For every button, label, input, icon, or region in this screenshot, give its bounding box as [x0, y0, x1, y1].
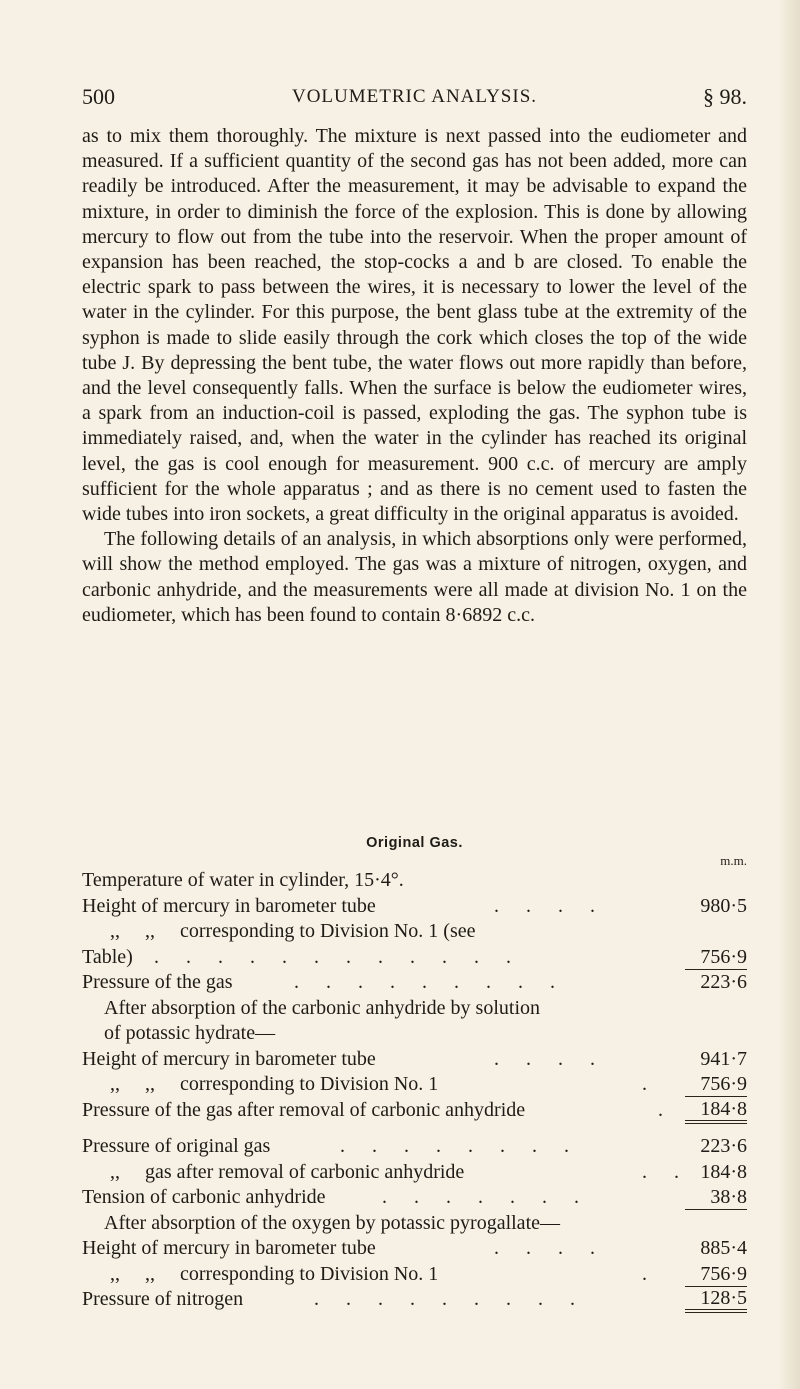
row-value: 184·8 — [685, 1098, 747, 1124]
units-label: m.m. — [720, 853, 747, 868]
leader-dots: . — [658, 1098, 674, 1121]
leader-dots: . . . . — [494, 1047, 606, 1070]
table-row — [82, 1211, 747, 1237]
row-value: 184·8 — [700, 1160, 747, 1183]
body-text — [82, 124, 747, 628]
row-label: Pressure of original gas — [82, 1135, 271, 1157]
table-heading: Original Gas. — [366, 835, 463, 851]
table-row — [82, 1262, 747, 1288]
leader-dots: . . — [642, 1160, 690, 1183]
row-value: 941·7 — [700, 1047, 747, 1070]
measurement-table — [82, 868, 747, 1313]
row-label: Pressure of nitrogen — [82, 1288, 244, 1310]
row-label: Height of mercury in barometer tube — [82, 1047, 376, 1070]
table-row — [82, 1185, 747, 1211]
row-label: After absorption of the oxygen by potassic pyrogallate— — [104, 1211, 560, 1234]
running-title: VOLUMETRIC ANALYSIS. — [291, 86, 538, 107]
table-row — [82, 1287, 747, 1313]
paragraph-1: as to mix them thoroughly. The mixture is next passed into the eudiometer and measured. If a sufficient quantity of the second gas has not been added, more can readily be introduced. After the measurement, it may be advisable to expand the mixture, in order to diminish the force of the explosion. This is done by allowing mercury to flow out from the tube into the reservoir. When the proper amount of expansion has been reached, the stop-cocks a and b are closed. To enable the electric spark to pass between the wires, it is necessary to lower the level of the water in the cylinder. For this purpose, the bent glass tube at the extremity of the syphon is made to slide easily through the cork which closes the top of the wide tube J. By depressing the bent tube, the water flows out more rapidly than before, and the level consequently falls. When the surface is below the eudiometer wires, a spark from an induction-coil is passed, exploding the gas. The syphon tube is immediately raised, and, when the water in the cylinder has reached its original level, the gas is cool enough for measurement. 900 c.c. of mercury are amply sufficient for the whole apparatus ; and as there is no cement used to fasten the wide tubes into iron sockets, a great difficulty in the original apparatus is avoided. — [82, 125, 747, 526]
row-label: ,, ,, corresponding to Division No. 1 (see — [110, 920, 476, 942]
leader-dots: . — [642, 1073, 658, 1095]
row-label: ,, ,, corresponding to Division No. 1 — [110, 1262, 439, 1285]
row-label: Pressure of the gas after removal of carbonic anhydride — [82, 1098, 526, 1121]
leader-dots: . . . . . . . — [382, 1186, 590, 1208]
table-row — [82, 1047, 747, 1073]
table-row — [82, 1236, 747, 1262]
temperature-line: Temperature of water in cylinder, 15·4°. — [82, 869, 404, 891]
page-number: 500 — [82, 84, 115, 109]
table-row — [82, 894, 747, 920]
table-row — [82, 945, 747, 971]
row-label: Height of mercury in barometer tube — [82, 1237, 376, 1259]
leader-dots: . . . . . . . . . — [294, 971, 566, 993]
leader-dots: . . . . — [494, 1237, 606, 1259]
table-row — [82, 970, 747, 996]
spacer — [82, 1123, 747, 1134]
page-edge-shadow — [778, 0, 800, 1389]
row-label: ,, gas after removal of carbonic anhydride — [110, 1160, 465, 1183]
table-row — [82, 1134, 747, 1160]
row-value: 38·8 — [685, 1185, 747, 1210]
row-value: 223·6 — [700, 971, 747, 993]
leader-dots: . . . . — [494, 894, 606, 917]
row-label: of potassic hydrate— — [104, 1022, 276, 1044]
row-label: ,, ,, corresponding to Division No. 1 — [110, 1073, 439, 1095]
row-value: 980·5 — [700, 894, 747, 917]
section-number: § 98. — [703, 84, 747, 109]
table-row — [82, 868, 747, 894]
row-value: 756·9 — [685, 1262, 747, 1287]
leader-dots: . . . . . . . . . — [314, 1288, 586, 1310]
running-head — [82, 84, 747, 116]
row-label: Tension of carbonic anhydride — [82, 1186, 326, 1208]
table-row — [82, 1160, 747, 1186]
row-value: 885·4 — [700, 1237, 747, 1259]
leader-dots: . . . . . . . . — [340, 1135, 580, 1157]
row-value: 756·9 — [685, 1072, 747, 1097]
leader-dots: . . . . . . . . . . . . — [154, 945, 522, 968]
table-row — [82, 1098, 747, 1124]
row-label: Pressure of the gas — [82, 971, 233, 993]
row-label: Height of mercury in barometer tube — [82, 894, 376, 917]
row-label: Table) — [82, 945, 133, 968]
paragraph-2: The following details of an analysis, in which absorptions only were performed, will show the method employed. The gas was a mixture of nitrogen, oxygen, and carbonic anhydride, and the measurements were all made at division No. 1 on the eudiometer, which has been found to contain 8·6892 c.c. — [82, 528, 747, 626]
table-row — [82, 996, 747, 1022]
row-value: 223·6 — [700, 1135, 747, 1157]
row-value: 756·9 — [685, 945, 747, 970]
table-row — [82, 1072, 747, 1098]
table-row — [82, 1021, 747, 1047]
table-row — [82, 919, 747, 945]
row-value: 128·5 — [685, 1287, 747, 1313]
row-label: After absorption of the carbonic anhydride by solution — [104, 996, 540, 1019]
leader-dots: . — [642, 1262, 658, 1285]
